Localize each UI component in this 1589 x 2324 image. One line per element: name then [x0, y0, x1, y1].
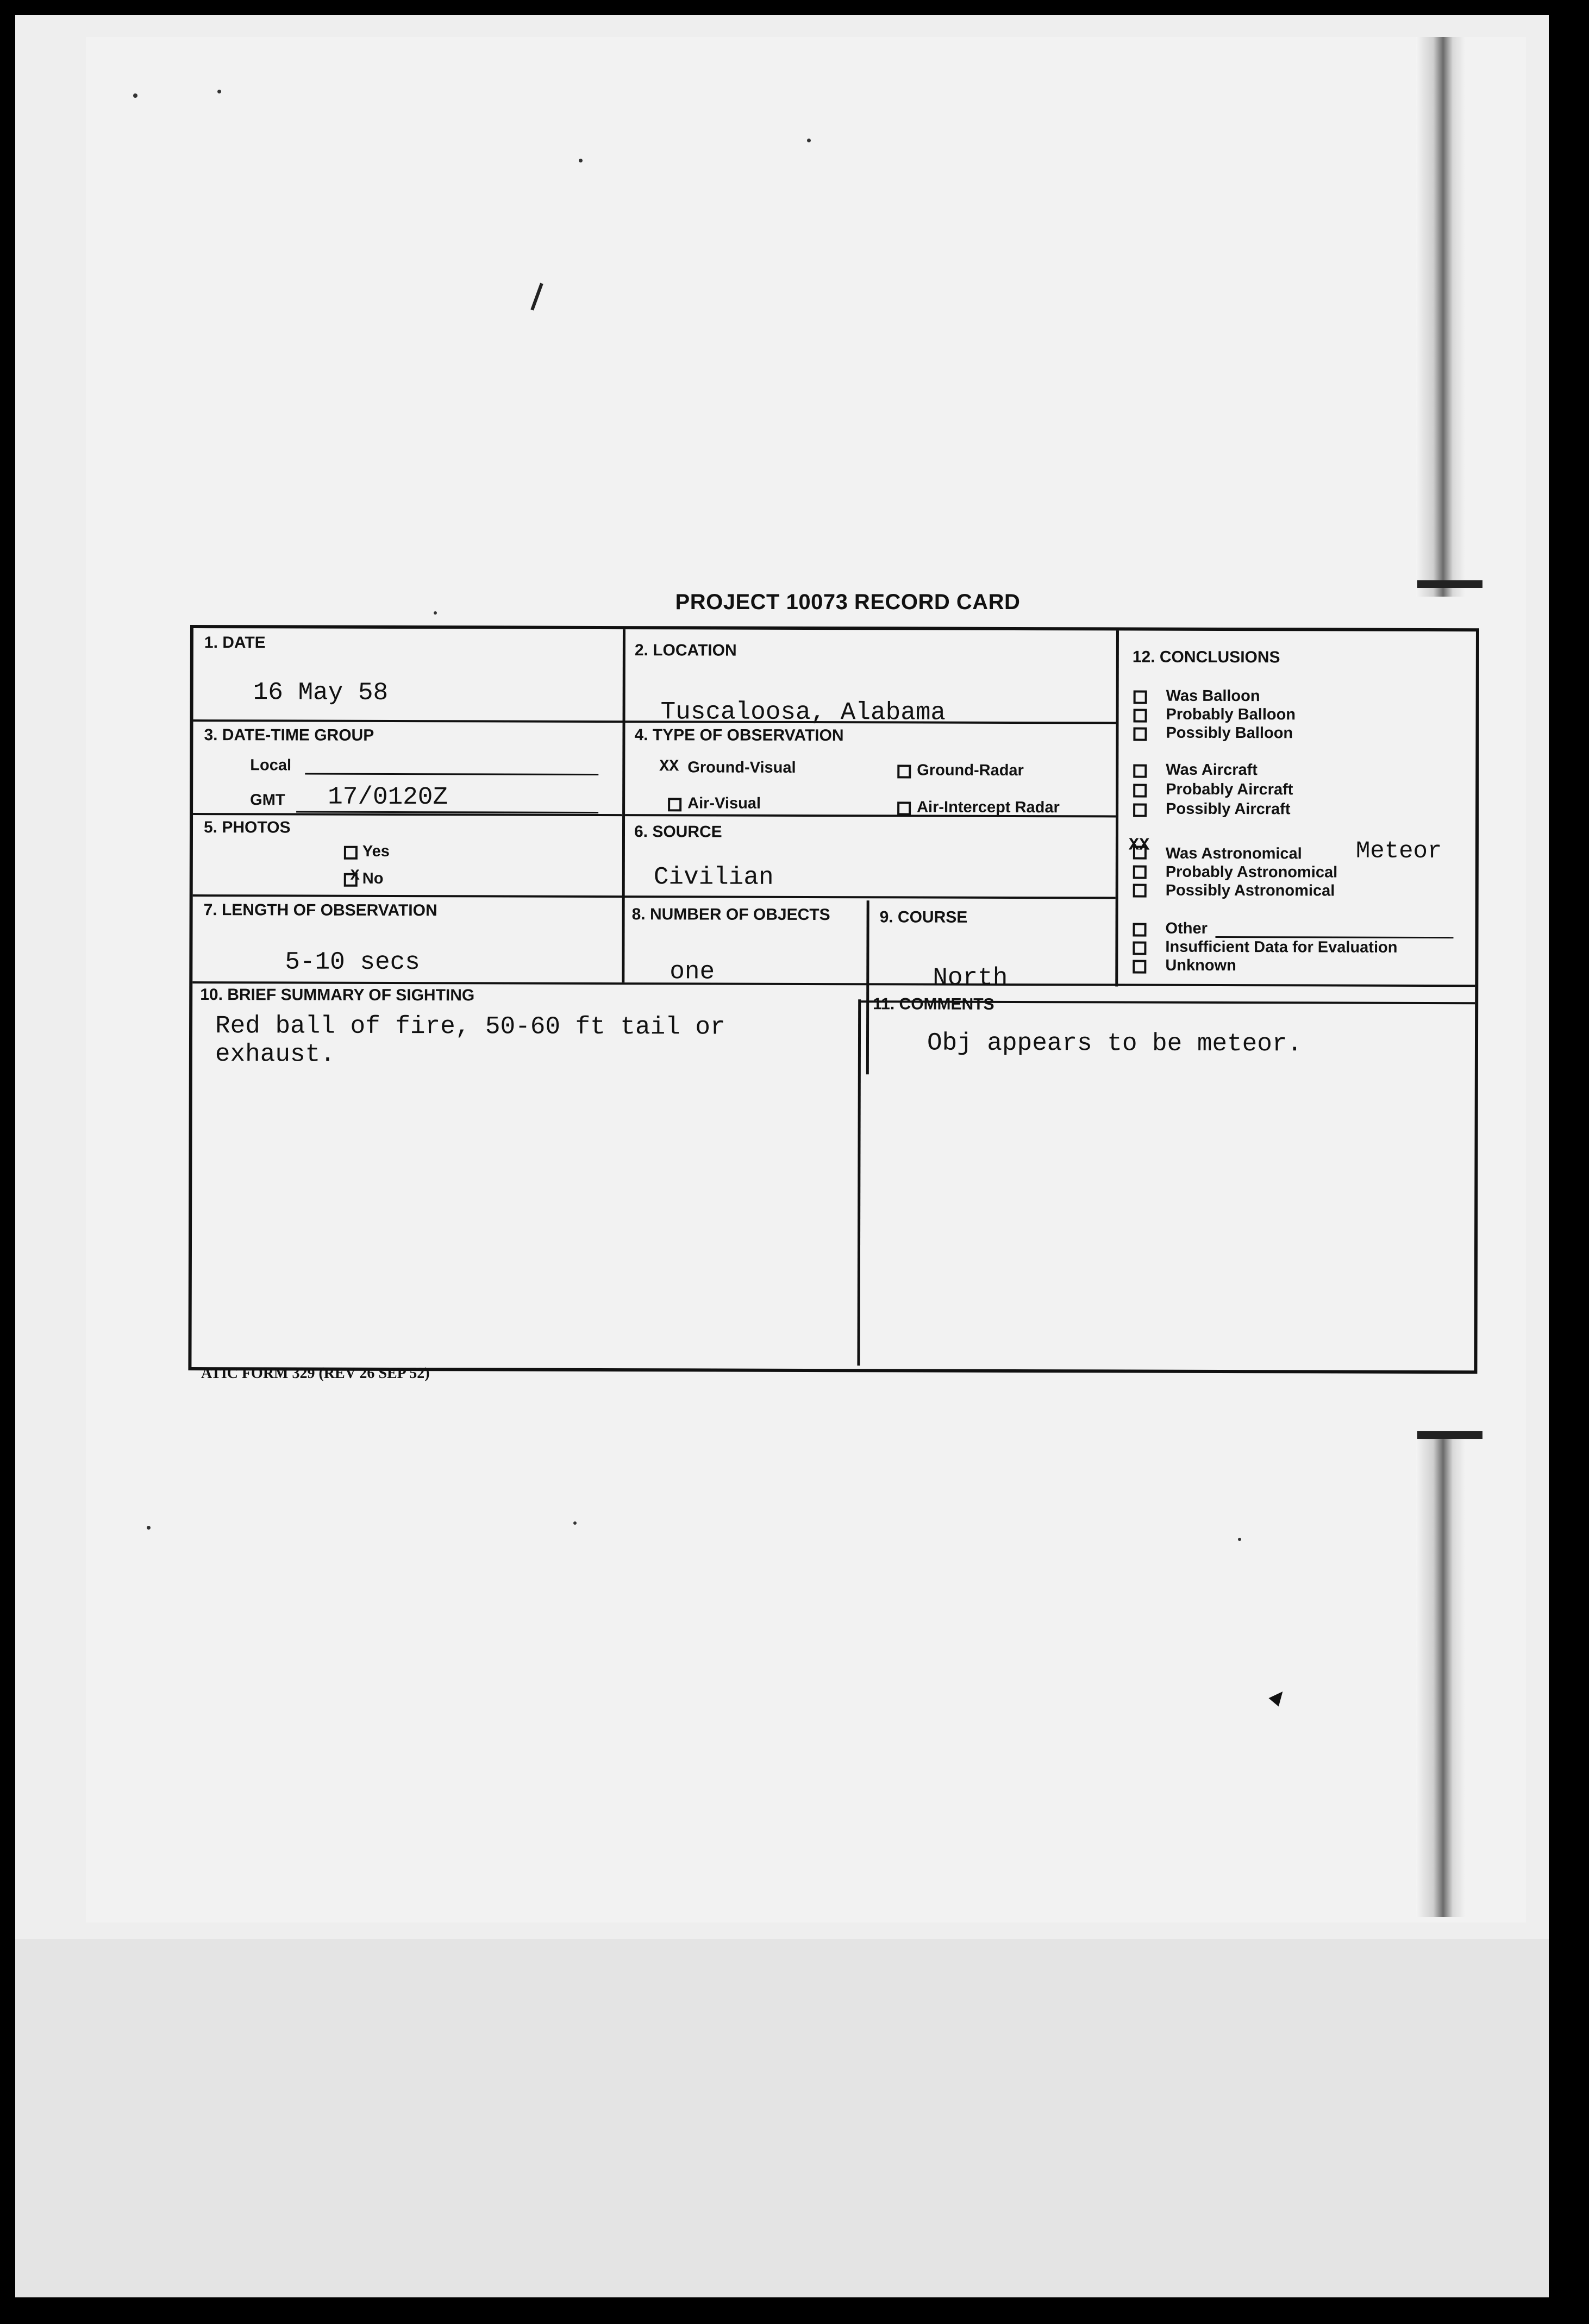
divider [857, 999, 861, 1365]
summary-line-1: Red ball of fire, 50-60 ft tail or [215, 1012, 725, 1042]
conclusion-label: Was Astronomical [1165, 844, 1302, 863]
film-edge-bottom [1416, 1439, 1465, 1917]
comments-value: Obj appears to be meteor. [927, 1029, 1303, 1058]
source-label: 6. SOURCE [634, 823, 722, 841]
local-line [305, 773, 598, 775]
ground-radar-checkbox[interactable] [897, 765, 911, 778]
date-label: 1. DATE [204, 634, 266, 652]
air-visual-label: Air-Visual [687, 794, 761, 812]
course-value: North [933, 963, 1008, 992]
conclusion-checkbox[interactable] [1134, 691, 1147, 704]
conclusion-label: Possibly Astronomical [1165, 881, 1335, 900]
photos-no-label: No [362, 869, 384, 887]
record-card [188, 625, 1479, 1374]
location-label: 2. LOCATION [634, 641, 737, 660]
divider [622, 629, 625, 982]
speck [217, 90, 221, 93]
divider [1115, 630, 1119, 986]
conclusion-checkbox[interactable] [1133, 884, 1147, 898]
conclusion-label: Other [1165, 919, 1208, 937]
speck [1238, 1538, 1241, 1541]
air-intercept-radar-label: Air-Intercept Radar [917, 798, 1060, 817]
conclusion-checkbox[interactable] [1134, 709, 1147, 723]
divider [193, 894, 1116, 899]
air-visual-checkbox[interactable] [668, 798, 681, 811]
conclusion-checkbox[interactable] [1133, 942, 1146, 955]
ground-visual-mark: XX [659, 757, 679, 776]
local-label: Local [250, 756, 292, 774]
photos-yes-checkbox[interactable] [344, 846, 358, 860]
length-label: 7. LENGTH OF OBSERVATION [203, 901, 437, 920]
ground-radar-label: Ground-Radar [917, 761, 1024, 780]
conclusion-checkbox[interactable] [1133, 804, 1147, 817]
conclusion-checkbox[interactable] [1133, 866, 1147, 879]
observation-type-label: 4. TYPE OF OBSERVATION [634, 726, 844, 745]
conclusion-checkbox[interactable] [1133, 765, 1147, 778]
ground-visual-label: Ground-Visual [687, 759, 796, 776]
conclusion-label: Insufficient Data for Evaluation [1165, 938, 1398, 956]
divider [193, 719, 1116, 724]
astronomical-note: Meteor [1355, 837, 1442, 866]
astronomical-mark: XX [1128, 835, 1150, 855]
film-edge-cap [1417, 580, 1482, 588]
comments-label: 11. COMMENTS [873, 995, 994, 1013]
conclusion-label: Probably Astronomical [1165, 863, 1338, 881]
speck [573, 1521, 577, 1525]
lower-page-area [15, 1939, 1549, 2297]
source-value: Civilian [653, 863, 774, 892]
speck [579, 159, 583, 162]
location-value: Tuscaloosa, Alabama [660, 698, 946, 727]
speck [434, 611, 437, 615]
conclusion-label: Probably Balloon [1166, 705, 1296, 724]
conclusion-label: Probably Aircraft [1166, 780, 1293, 799]
conclusion-label: Unknown [1165, 956, 1236, 975]
dtg-label: 3. DATE-TIME GROUP [204, 726, 374, 744]
form-number: ATIC FORM 329 (REV 26 SEP 52) [201, 1365, 430, 1382]
conclusion-checkbox[interactable] [1133, 784, 1147, 798]
divider [193, 813, 622, 816]
speck [807, 139, 811, 142]
photos-no-mark: X [350, 867, 360, 885]
speck [133, 93, 137, 98]
conclusion-checkbox[interactable] [1133, 728, 1147, 741]
conclusion-label: Was Balloon [1166, 687, 1260, 705]
film-edge-cap [1417, 1431, 1482, 1439]
objects-label: 8. NUMBER OF OBJECTS [631, 905, 830, 924]
summary-line-2: exhaust. [215, 1040, 335, 1069]
summary-label: 10. BRIEF SUMMARY OF SIGHTING [200, 986, 475, 1005]
length-value: 5-10 secs [285, 948, 420, 977]
speck [147, 1526, 151, 1530]
photos-label: 5. PHOTOS [203, 818, 291, 837]
air-intercept-radar-checkbox[interactable] [897, 801, 911, 815]
conclusion-label: Possibly Aircraft [1166, 800, 1291, 818]
conclusion-checkbox[interactable] [1133, 960, 1146, 974]
photos-yes-label: Yes [362, 842, 390, 860]
divider [866, 900, 869, 1074]
objects-value: one [670, 957, 715, 986]
card-title: PROJECT 10073 RECORD CARD [675, 590, 1021, 614]
conclusion-checkbox[interactable] [1133, 923, 1147, 937]
date-value: 16 May 58 [253, 678, 389, 707]
course-label: 9. COURSE [879, 908, 968, 926]
conclusion-label: Possibly Balloon [1166, 724, 1293, 742]
conclusion-checkbox[interactable] [1133, 846, 1147, 860]
conclusions-label: 12. CONCLUSIONS [1132, 648, 1280, 667]
conclusion-label: Was Aircraft [1166, 761, 1258, 779]
gmt-value: 17/0120Z [328, 782, 448, 812]
film-edge-top [1416, 37, 1465, 597]
gmt-label: GMT [250, 791, 285, 809]
